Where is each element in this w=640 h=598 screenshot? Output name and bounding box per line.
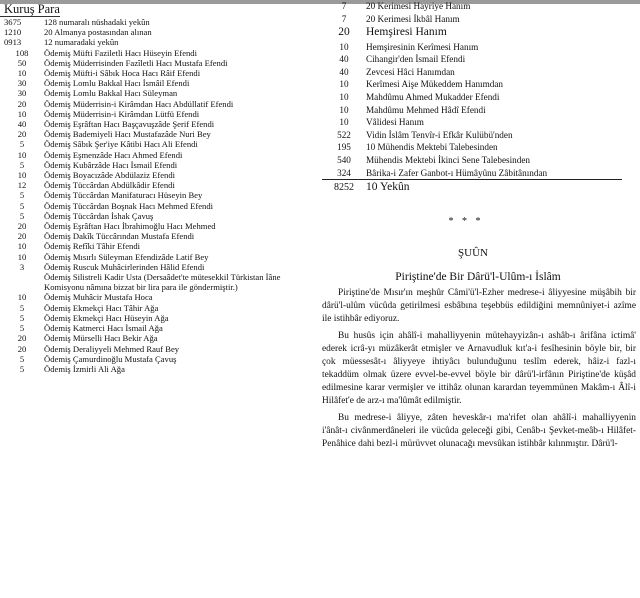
donor-name: 12 numaradaki yekûn <box>44 37 119 48</box>
donor-name: Mühendis Mektebi İkinci Sene Talebesinden <box>366 155 531 166</box>
donor-name: Ödemiş Ekmekçi Hacı Hüseyin Ağa <box>44 312 169 323</box>
donor-name: Kerîmesi Aişe Mükeddem Hanımdan <box>366 79 504 90</box>
donation-amount: 20 <box>338 26 350 39</box>
donation-row <box>0 292 320 302</box>
donation-row <box>0 201 320 211</box>
donation-amount: 20 <box>17 129 27 140</box>
donation-row <box>322 141 640 154</box>
donation-amount: 10 <box>339 117 349 128</box>
donation-amount: 10 <box>17 108 27 119</box>
donation-amount: 3 <box>19 261 25 272</box>
donation-amount: 20 <box>17 343 27 354</box>
donation-row <box>0 78 320 88</box>
donation-row <box>322 41 640 54</box>
left-rows <box>0 17 320 374</box>
donation-amount: 10 <box>17 292 27 303</box>
donation-amount: 20 <box>17 333 27 344</box>
donor-name: Ödemiş Muhâcir Mustafa Hoca <box>44 292 153 303</box>
donation-row <box>0 109 320 119</box>
donation-amount: 5 <box>19 302 25 313</box>
donation-row <box>0 160 320 170</box>
donor-name: Ödemiş Mürselli Hacı Bekir Ağa <box>44 333 158 344</box>
donor-name: Ödemiş Tüccârdan Manifaturacı Hüseyin Bey <box>44 190 203 201</box>
donation-amount: 10 <box>17 68 27 79</box>
donor-name: Ödemiş Ruscuk Muhâcirlerinden Hâlid Efendi <box>44 261 205 272</box>
total-amount: 8252 <box>334 182 354 194</box>
donation-row <box>322 167 640 180</box>
donation-amount: 5 <box>19 210 25 221</box>
donor-name: Cihangir'den İsmail Efendi <box>366 54 466 65</box>
donation-row <box>322 104 640 117</box>
section-separator: * * * <box>448 215 484 227</box>
donation-row <box>0 190 320 200</box>
donation-row <box>0 37 320 47</box>
donation-amount: 10 <box>17 170 27 181</box>
donor-name: 10 Mühendis Mektebi Talebesinden <box>366 142 498 153</box>
donor-name: Ödemiş Çamurdinoğlu Mustafa Çavuş <box>44 353 177 364</box>
donor-name: Bârika-i Zafer Ganbot-ı Hümâyûnu Zâbitânından <box>366 167 548 178</box>
donation-amount: 10 <box>339 92 349 103</box>
donation-row <box>322 116 640 129</box>
donor-name: Mahdûmu Ahmed Mukadder Efendi <box>366 92 500 103</box>
donor-name: 20 Almanya postasından alınan <box>44 27 152 38</box>
donation-row <box>322 53 640 66</box>
donation-amount: 10 <box>17 149 27 160</box>
donor-name: Ödemiş Bademiyeli Hacı Mustafazâde Nuri Bey <box>44 129 211 140</box>
donation-amount: 5 <box>19 200 25 211</box>
donor-name: Vidin İslâm Tenvîr-i Efkâr Kulübü'nden <box>366 129 513 140</box>
donor-name: Ödemiş İzmirli Ali Ağa <box>44 363 125 374</box>
donation-row <box>322 66 640 79</box>
donor-name: Ödemiş Mısırlı Süleyman Efendizâde Latif Bey <box>44 251 209 262</box>
donation-row <box>0 262 320 272</box>
donation-amount: 10 <box>339 104 349 115</box>
donation-row <box>322 0 640 13</box>
donation-amount: 5 <box>19 159 25 170</box>
donation-row <box>0 170 320 180</box>
donor-name: Hemşiresinin Kerîmesi Hanım <box>366 41 479 52</box>
donor-name: Ödemiş Eşrâftan Hacı Başçavuşzâde Şerif Efendi <box>44 119 215 130</box>
donation-row <box>0 354 320 364</box>
donation-amount: 10 <box>339 41 349 52</box>
donation-row <box>0 68 320 78</box>
donation-amount: 324 <box>337 167 351 178</box>
donation-amount: 522 <box>337 129 351 140</box>
donor-name: Ödemiş Sâbık Şer'iye Kâtibi Hacı Ali Efendi <box>44 139 198 150</box>
donation-row <box>322 91 640 104</box>
donor-name: Ödemiş Lomlu Bakkal Hacı İsmâil Efendi <box>44 78 190 89</box>
donation-row <box>0 272 320 292</box>
donation-row <box>322 78 640 91</box>
donation-amount: 20 <box>17 221 27 232</box>
donation-amount: 40 <box>17 119 27 130</box>
donation-row <box>0 231 320 241</box>
donation-amount: 195 <box>337 142 351 153</box>
donor-name: Ödemiş Boyacızâde Abdülaziz Efendi <box>44 170 176 181</box>
donation-amount: 7 <box>341 13 347 24</box>
donation-row <box>0 119 320 129</box>
donation-row <box>322 25 640 41</box>
donation-row <box>322 13 640 26</box>
donation-amount: 0913 <box>4 37 22 48</box>
donation-amount: 20 <box>17 231 27 242</box>
donor-name: Ödemiş Katmerci Hacı İsmail Ağa <box>44 323 163 334</box>
donor-name: Ödemiş Lomlu Bakkal Hacı Süleyman <box>44 88 178 99</box>
donation-row <box>0 323 320 333</box>
donation-amount: 50 <box>17 57 27 68</box>
donation-row <box>0 139 320 149</box>
donation-amount: 10 <box>17 251 27 262</box>
donor-name: Ödemiş Dakîk Tüccârından Mustafa Efendi <box>44 231 195 242</box>
donation-row <box>0 27 320 37</box>
donation-row <box>0 99 320 109</box>
donation-amount: 30 <box>17 78 27 89</box>
donation-row <box>0 364 320 374</box>
donor-name: Ödemiş Kubârzâde Hacı İsmail Efendi <box>44 159 178 170</box>
donation-row <box>0 221 320 231</box>
donation-amount: 40 <box>339 66 349 77</box>
right-column <box>322 0 640 455</box>
donor-name: Ödemiş Müfti Faziletli Hacı Hüseyin Efendi <box>44 47 197 58</box>
donation-amount: 5 <box>19 353 25 364</box>
donor-name: Mahdûmu Mehmed Hâdî Efendi <box>366 104 486 115</box>
donation-row <box>0 241 320 251</box>
donation-amount: 1210 <box>4 27 22 38</box>
donor-name: Ödemiş Refîki Tâhir Efendi <box>44 241 141 252</box>
paragraph: Piriştine'de Mısır'ın meşhûr Câmi'ü'l-Ezher medrese-i âliyyesine müşâbih bir dârü'l-ulûm vücûda getirilmesi esbâbına teşebbüs edildiğini memnûniyet-i azîme ile istihbâr ediyoruz. <box>322 287 636 324</box>
donor-name: Ödemiş Tüccârdan Abdülkâdir Efendi <box>44 180 175 191</box>
donation-row <box>0 48 320 58</box>
donor-name: 20 Kerimesi İkbâl Hanım <box>366 13 460 24</box>
donor-name: Vâlidesi Hanım <box>366 117 424 128</box>
total-label: 10 Yekûn <box>366 181 410 194</box>
donor-name: Ödemiş Ekmekçi Hacı Tâhir Ağa <box>44 302 159 313</box>
donor-name: Ödemiş Deraliyyeli Mehmed Rauf Bey <box>44 343 180 354</box>
currency-header: Kuruş Para <box>0 3 60 17</box>
donation-row <box>0 252 320 262</box>
donation-amount: 10 <box>339 79 349 90</box>
donation-row <box>0 303 320 313</box>
donation-amount: 540 <box>337 155 351 166</box>
donation-amount <box>0 272 44 292</box>
right-rows <box>322 0 640 179</box>
donation-row <box>0 150 320 160</box>
donor-name: Ödemiş Müderrisinden Fazîletli Hacı Mustafa Efendi <box>44 57 228 68</box>
donation-amount: 5 <box>19 312 25 323</box>
donation-amount: 10 <box>17 241 27 252</box>
total-row <box>322 180 640 196</box>
donation-amount: 3675 <box>4 17 22 27</box>
donation-amount: 20 <box>17 98 27 109</box>
section-title: ŞUÛN <box>458 246 488 259</box>
donor-name: Ödemiş Tüccârdan Boşnak Hacı Mehmed Efendi <box>44 200 214 211</box>
donation-row <box>0 313 320 323</box>
donation-amount: 5 <box>19 323 25 334</box>
donor-name: Ödemiş Müderrisin-i Kirâmdan Hacı Abdüllatif Efendi <box>44 98 234 109</box>
donation-amount: 7 <box>341 1 347 11</box>
donation-amount: 12 <box>17 180 27 191</box>
article-body <box>322 287 636 451</box>
donation-list-left <box>0 3 320 374</box>
donation-amount: 30 <box>17 88 27 99</box>
donation-row <box>322 129 640 142</box>
donation-row <box>0 333 320 343</box>
donation-amount: 108 <box>15 47 29 58</box>
donor-name: Ödemiş Tüccârdan İshak Çavuş <box>44 210 154 221</box>
donation-amount: 5 <box>19 363 25 374</box>
donor-name: 128 numaralı nüshadaki yekûn <box>44 17 150 27</box>
donor-name: Ödemiş Silistreli Kadir Usta (Dersaâdet'te mütesekkil Türkistan İâne Komisyonu nâmına bizzat bir lira para ile göndermiştir.) <box>44 272 281 293</box>
donation-amount: 40 <box>339 54 349 65</box>
donor-name: Ödemiş Müfti-i Sâbık Hoca Hacı Râif Efendi <box>44 68 201 79</box>
donation-amount: 5 <box>19 139 25 150</box>
donation-row <box>0 88 320 98</box>
donor-name: Ödemiş Eşmenzâde Hacı Ahmed Efendi <box>44 149 183 160</box>
paragraph: Bu medrese-i âliyye, zâten heveskâr-ı ma'rifet olan ahâlî-i mahalliyyenin i'ânât-ı civânmerdâneleri ile vücûda geleceği gibi, Cenâb-ı Şevket-meâb-ı Hilâfet-Penâhice dahi bezl-i mürüvvet olunacağı mevsûkan istihbâr kılınmıştır. Dârü'l- <box>322 412 636 449</box>
donation-row <box>0 17 320 27</box>
paragraph: Bu husûs için ahâlî-i mahalliyyenin mütehayyizân-ı ashâb-ı ârifâna ictimâ' ederek icrâ-yı müzâkerât etmişler ve Arnavudluk kıt'a-i fesîhesinin böyle bir, bir çok müessesât-ı âliyyeye ihtiyâcı bulunduğunu teslîm ederek, hâiz-i fazl-ı tekaddüm olmak üzere evvel-be-evvel böyle bir dârü'l-irfânın Piriştine'de küşâd edilmesine karar vermişler ve ittihâz olunan karardan teyemmünen Makâm-ı Âlî-i Hilâfet'e de arz-ı ma'lûmât edilmiştir. <box>322 330 636 406</box>
donor-name: Ödemiş Eşrâftan Hacı İbrahimoğlu Hacı Mehmed <box>44 221 216 232</box>
donation-row <box>0 180 320 190</box>
donation-row <box>0 211 320 221</box>
article-title: Piriştine'de Bir Dârü'l-Ulûm-ı İslâm <box>395 270 561 283</box>
donation-row <box>322 154 640 167</box>
donor-name: 20 Kerimesi Hayriye Hanım <box>366 1 471 11</box>
donation-row <box>0 58 320 68</box>
donation-row <box>0 129 320 139</box>
donor-name: Ödemiş Müderrisin-i Kirâmdan Lütfü Efendi <box>44 108 200 119</box>
donor-name: Hemşiresi Hanım <box>366 26 447 39</box>
donation-amount: 5 <box>19 190 25 201</box>
donor-name: Zevcesi Hâci Hanımdan <box>366 66 455 77</box>
donation-row <box>0 344 320 354</box>
